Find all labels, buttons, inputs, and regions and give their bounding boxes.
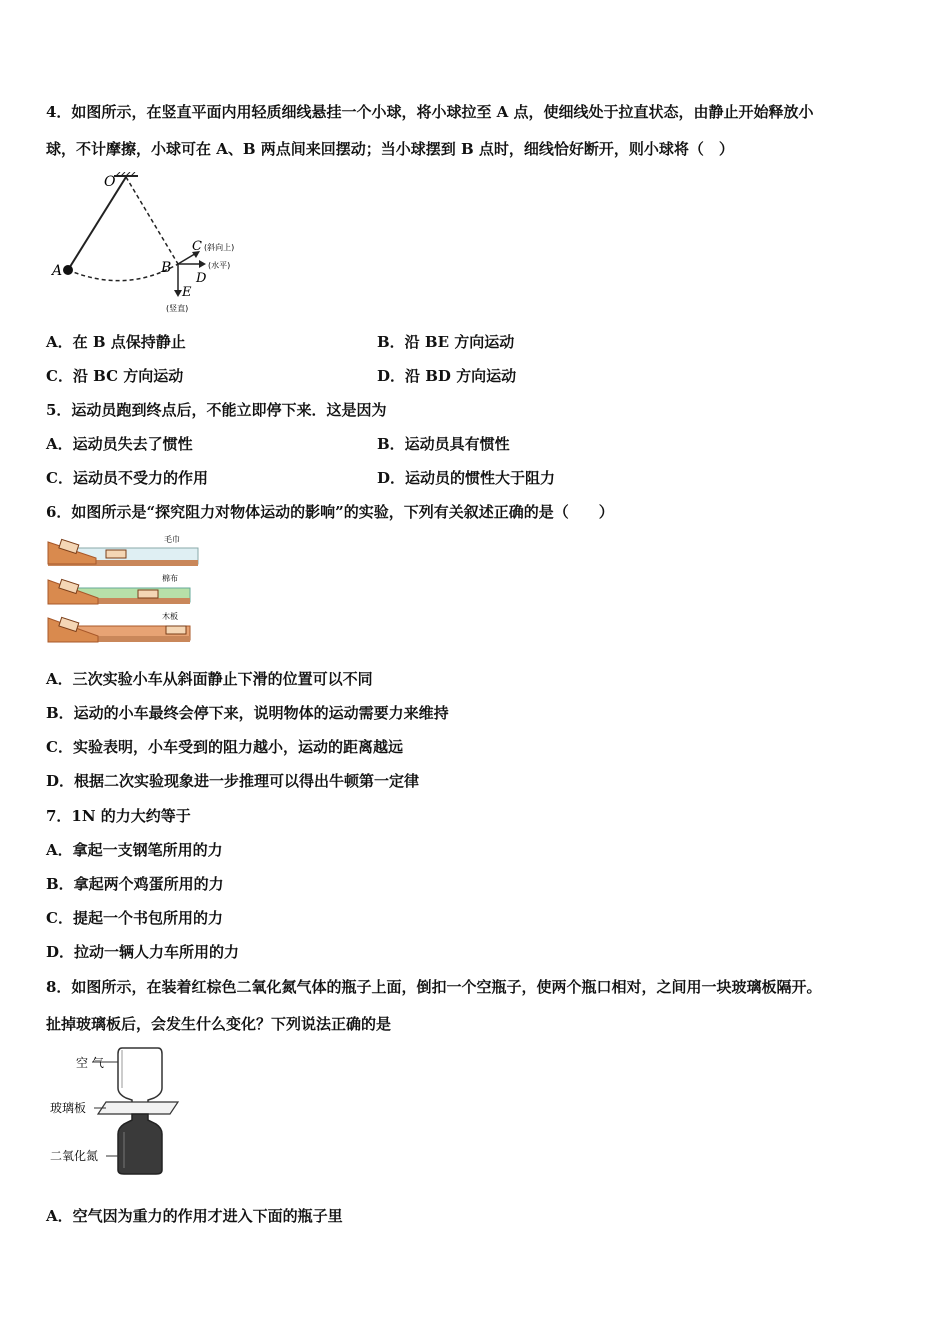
q4-stem-line1: 4．如图所示，在竖直平面内用轻质细线悬挂一个小球，将小球拉至 A 点，使细线处于拉直状态，由静止开始释放小	[46, 103, 814, 121]
q6-option-d: D．根据二次实验现象进一步推理可以得出牛顿第一定律	[46, 772, 420, 790]
label-D-note: (水平)	[208, 261, 231, 270]
friction-ramps-diagram	[46, 532, 204, 648]
label-C: C	[192, 239, 202, 254]
q5-option-d: D．运动员的惯性大于阻力	[377, 469, 556, 487]
q7-option-b: B．拿起两个鸡蛋所用的力	[46, 875, 224, 893]
label-E-note: (竖直)	[166, 304, 189, 313]
label-air: 空 气	[76, 1056, 104, 1070]
q4-option-a: A．在 B 点保持静止	[46, 333, 186, 351]
label-O: O	[104, 174, 116, 190]
label-B: B	[161, 260, 172, 276]
label-E: E	[182, 285, 192, 300]
surface-label-towel: 毛巾	[164, 535, 180, 544]
q4-option-b: B．沿 BE 方向运动	[377, 333, 515, 351]
label-C-note: (斜向上)	[204, 243, 235, 252]
q6-experiment-figure	[46, 532, 204, 648]
ramp-row-towel	[48, 534, 198, 566]
q6-stem: 6．如图所示是“探究阻力对物体运动的影响”的实验，下列有关叙述正确的是（ ）	[46, 503, 614, 521]
ramp-row-cotton	[48, 573, 190, 604]
q6-option-b: B．运动的小车最终会停下来，说明物体的运动需要力来维持	[46, 704, 449, 722]
q8-option-a: A．空气因为重力的作用才进入下面的瓶子里	[46, 1207, 343, 1225]
q4-option-d: D．沿 BD 方向运动	[377, 367, 517, 385]
q6-option-c: C．实验表明，小车受到的阻力越小，运动的距离越远	[46, 738, 403, 756]
q8-stem-line2: 扯掉玻璃板后，会发生什么变化？下列说法正确的是	[46, 1015, 392, 1033]
label-D: D	[196, 271, 207, 286]
q5-option-a: A．运动员失去了惯性	[46, 435, 193, 453]
q6-option-a: A．三次实验小车从斜面静止下滑的位置可以不同	[46, 670, 373, 688]
diffusion-bottles-diagram	[46, 1044, 186, 1176]
q7-stem: 7．1N 的力大约等于	[46, 807, 191, 825]
ramp-row-board	[48, 611, 190, 642]
q7-option-a: A．拿起一支钢笔所用的力	[46, 841, 223, 859]
q5-stem: 5．运动员跑到终点后，不能立即停下来．这是因为	[46, 401, 387, 419]
pendulum-diagram	[46, 172, 241, 318]
q7-option-d: D．拉动一辆人力车所用的力	[46, 943, 240, 961]
q4-option-c: C．沿 BC 方向运动	[46, 367, 184, 385]
q7-option-c: C．提起一个书包所用的力	[46, 909, 223, 927]
q5-option-b: B．运动员具有惯性	[377, 435, 510, 453]
label-A: A	[52, 263, 63, 279]
q4-stem-line2: 球，不计摩擦，小球可在 A、B 两点间来回摆动；当小球摆到 B 点时，细线恰好断开，则小球将（ ）	[46, 140, 734, 158]
label-glass-plate: 玻璃板	[50, 1101, 87, 1115]
q8-stem-line1: 8．如图所示，在装着红棕色二氧化氮气体的瓶子上面，倒扣一个空瓶子，使两个瓶口相对，之间用一块玻璃板隔开。	[46, 978, 822, 996]
surface-label-cotton: 棉布	[162, 574, 178, 583]
surface-label-board: 木板	[162, 612, 178, 621]
q5-option-c: C．运动员不受力的作用	[46, 469, 208, 487]
label-no2: 二氧化氮	[50, 1149, 99, 1163]
q4-pendulum-figure	[46, 172, 241, 318]
q8-bottles-figure	[46, 1044, 186, 1176]
